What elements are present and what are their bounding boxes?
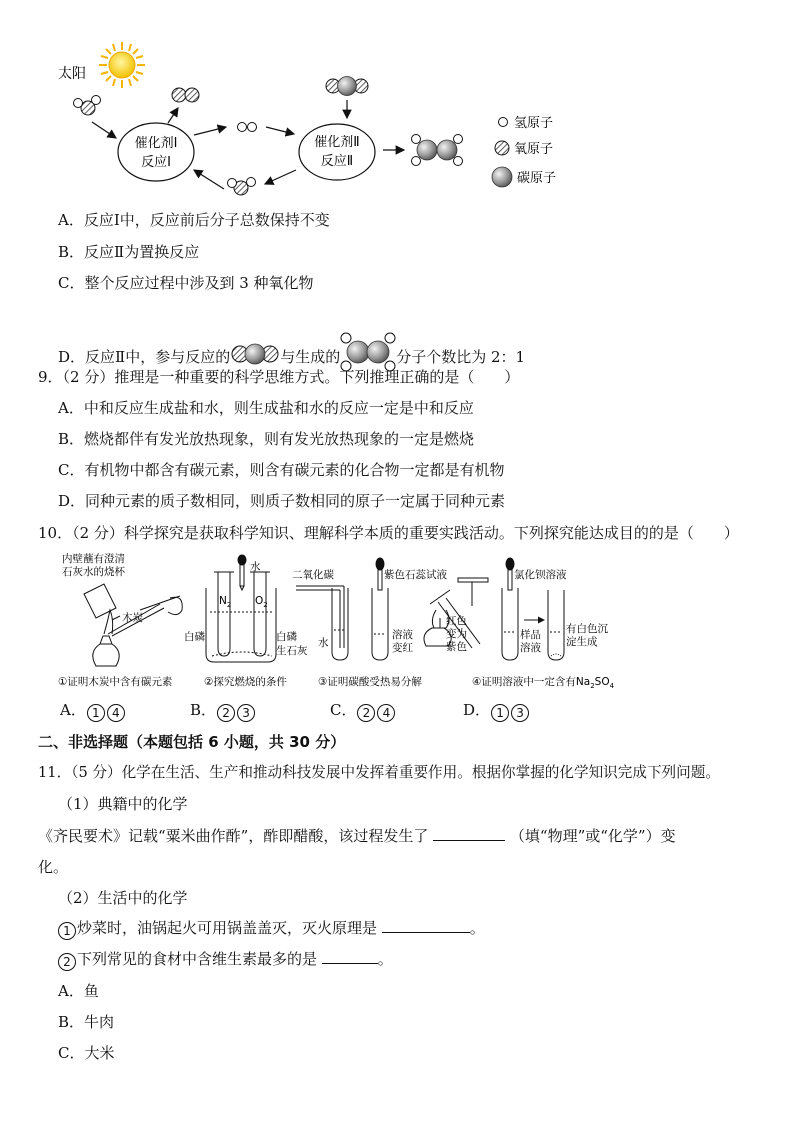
exp4-sample-a: 样品 <box>520 629 541 641</box>
q11-sub1-num: 1 <box>58 922 76 940</box>
sun-label: 太阳 <box>58 66 86 82</box>
q8-option-a: A．反应Ⅰ中，反应前后分子总数保持不变 <box>58 211 330 229</box>
q10-d-letter: D． <box>463 701 491 719</box>
q10-stem: 10．（2 分）科学探究是获取科学知识、理解科学本质的重要实践活动。下列探究能达成目的的是（ ） <box>38 524 739 542</box>
oxygen-molecule-icon <box>172 88 199 102</box>
exp3-red-c: 紫色 <box>446 641 467 653</box>
q10-b-letter: B． <box>190 701 217 719</box>
node2-line1: 催化剂Ⅱ <box>314 135 360 150</box>
exp1-label-b: 石灰水的烧杯 <box>62 566 125 578</box>
q11-sub2-text: 下列常见的食材中含维生素最多的是 <box>77 950 318 968</box>
exp4-caption: ④证明溶液中一定含有$Na_2SO_4$ <box>472 676 615 690</box>
exp3-red-b: 变为 <box>446 628 467 640</box>
q10-c-letter: C． <box>330 701 357 719</box>
q9-option-d: D．同种元素的质子数相同，则质子数相同的原子一定属于同种元素 <box>58 492 506 510</box>
q9-stem: 9．（2 分）推理是一种重要的科学思维方式。下列推理正确的是（ ） <box>38 368 520 386</box>
q11-part1-text <box>38 826 676 846</box>
exp3-red-a: 红色 <box>446 615 467 627</box>
q10-c-n1: 2 <box>357 704 375 722</box>
co2-molecule-icon <box>326 77 368 96</box>
hydrogen-molecule-icon <box>238 123 257 132</box>
q11-sub2-blank[interactable] <box>322 949 378 964</box>
exp4-bacl2: 氯化钡溶液 <box>514 569 567 581</box>
q9-option-a: A．中和反应生成盐和水，则生成盐和水的反应一定是中和反应 <box>58 399 474 417</box>
exp1-label-c: 木炭 <box>122 612 143 624</box>
node1-line1: 催化剂Ⅰ <box>134 136 178 151</box>
exp3-sol-b: 变红 <box>392 642 413 654</box>
q9-option-b: B．燃烧都伴有发光放热现象，则有发光放热现象的一定是燃烧 <box>58 430 475 448</box>
q11-option-b: B．牛肉 <box>58 1013 115 1031</box>
q10-d-n2: 3 <box>511 704 529 722</box>
q11-p1-blank[interactable] <box>433 826 505 841</box>
exp1-apparatus <box>84 584 182 666</box>
exp3-co2: 二氧化碳 <box>292 569 334 581</box>
q10-a-n2: 4 <box>107 704 125 722</box>
catalyst-2-node <box>299 124 375 180</box>
exp3-water: 水 <box>318 637 329 649</box>
exp2-o2: $O_2$ <box>255 595 268 609</box>
legend <box>492 116 556 187</box>
exp2-water: 水 <box>250 561 261 573</box>
q10-option-d <box>463 700 530 722</box>
q10-d-n1: 1 <box>491 704 509 722</box>
water-molecule-return-icon <box>228 178 256 196</box>
exp4-sample-b: 溶液 <box>520 642 541 654</box>
q10-b-n2: 3 <box>237 704 255 722</box>
exp1-label-a: 内壁蘸有澄清 <box>62 553 125 565</box>
exp1-caption: ①证明木炭中含有碳元素 <box>58 676 173 688</box>
experiment-diagrams <box>0 548 794 693</box>
q11-p1-text-b: （填“物理”或“化学”）变 <box>509 827 676 845</box>
legend-oxygen: 氧原子 <box>514 142 554 157</box>
q10-option-c <box>330 700 396 722</box>
exp4-ppt-a: 有白色沉 <box>566 623 608 635</box>
q8-d-mid: 与生成的 <box>280 348 341 366</box>
q8-option-b: B．反应Ⅱ为置换反应 <box>58 243 200 261</box>
q11-sub2-num: 2 <box>58 953 76 971</box>
q10-a-n1: 1 <box>87 704 105 722</box>
exp2-lime: 生石灰 <box>276 645 308 657</box>
q11-p1-text-a: 《齐民要术》记载“粟米曲作酢”，酢即醋酸，该过程发生了 <box>38 827 429 845</box>
q11-stem: 11．（5 分）化学在生活、生产和推动科技发展中发挥着重要作用。根据你掌握的化学知识完成下列问题。 <box>38 764 720 781</box>
q8-d-post: 分子个数比为 2：1 <box>396 348 526 366</box>
q11-sub1-end: 。 <box>469 919 485 937</box>
reaction-diagram <box>0 0 794 205</box>
q10-c-n2: 4 <box>377 704 395 722</box>
q10-option-a <box>60 700 126 722</box>
q8-option-d <box>58 332 525 372</box>
sun-icon <box>99 42 145 88</box>
exp2-n2: $N_2$ <box>219 595 232 609</box>
catalyst-1-node <box>118 123 194 181</box>
exp3-sol-a: 溶液 <box>392 629 413 641</box>
q11-option-a: A．鱼 <box>58 982 99 1000</box>
section-2-title: 二、非选择题（本题包括 6 小题，共 30 分） <box>38 733 346 751</box>
q11-sub2 <box>58 949 393 971</box>
exp3-litmus: 紫色石蕊试液 <box>384 569 447 581</box>
co2-inline-icon <box>230 342 280 366</box>
q11-sub2-end: 。 <box>377 950 393 968</box>
q11-sub1 <box>58 918 485 940</box>
q9-option-c: C．有机物中都含有碳元素，则含有碳元素的化合物一定都是有机物 <box>58 461 505 479</box>
q10-option-b <box>190 700 256 722</box>
water-molecule-icon <box>74 96 101 116</box>
q11-sub1-text: 炒菜时，油锅起火可用锅盖盖灭，灭火原理是 <box>77 919 378 937</box>
q8-d-pre: D．反应Ⅱ中，参与反应的 <box>58 348 231 366</box>
q11-option-c: C．大米 <box>58 1044 115 1062</box>
q11-part2-heading: （2）生活中的化学 <box>58 889 188 907</box>
exp2-white-p-right: 白磷 <box>276 631 297 643</box>
q11-part1-heading: （1）典籍中的化学 <box>58 795 188 813</box>
q8-option-c: C．整个反应过程中涉及到 3 种氧化物 <box>58 274 314 292</box>
q11-sub1-blank[interactable] <box>382 918 470 933</box>
q11-p1-text-c: 化。 <box>38 858 69 876</box>
q10-b-n1: 2 <box>217 704 235 722</box>
legend-carbon: 碳原子 <box>517 171 557 186</box>
exp3-caption: ③证明碳酸受热易分解 <box>318 676 422 688</box>
node2-line2: 反应Ⅱ <box>320 154 354 169</box>
ethylene-inline-icon <box>340 332 396 372</box>
node1-line2: 反应Ⅰ <box>141 155 171 170</box>
exp2-white-p-left: 白磷 <box>184 631 205 643</box>
q10-a-letter: A． <box>60 701 86 719</box>
legend-hydrogen: 氢原子 <box>514 116 554 131</box>
ethylene-molecule-icon <box>412 135 463 166</box>
exp4-ppt-b: 淀生成 <box>566 636 598 648</box>
exp2-caption: ②探究燃烧的条件 <box>204 676 287 688</box>
